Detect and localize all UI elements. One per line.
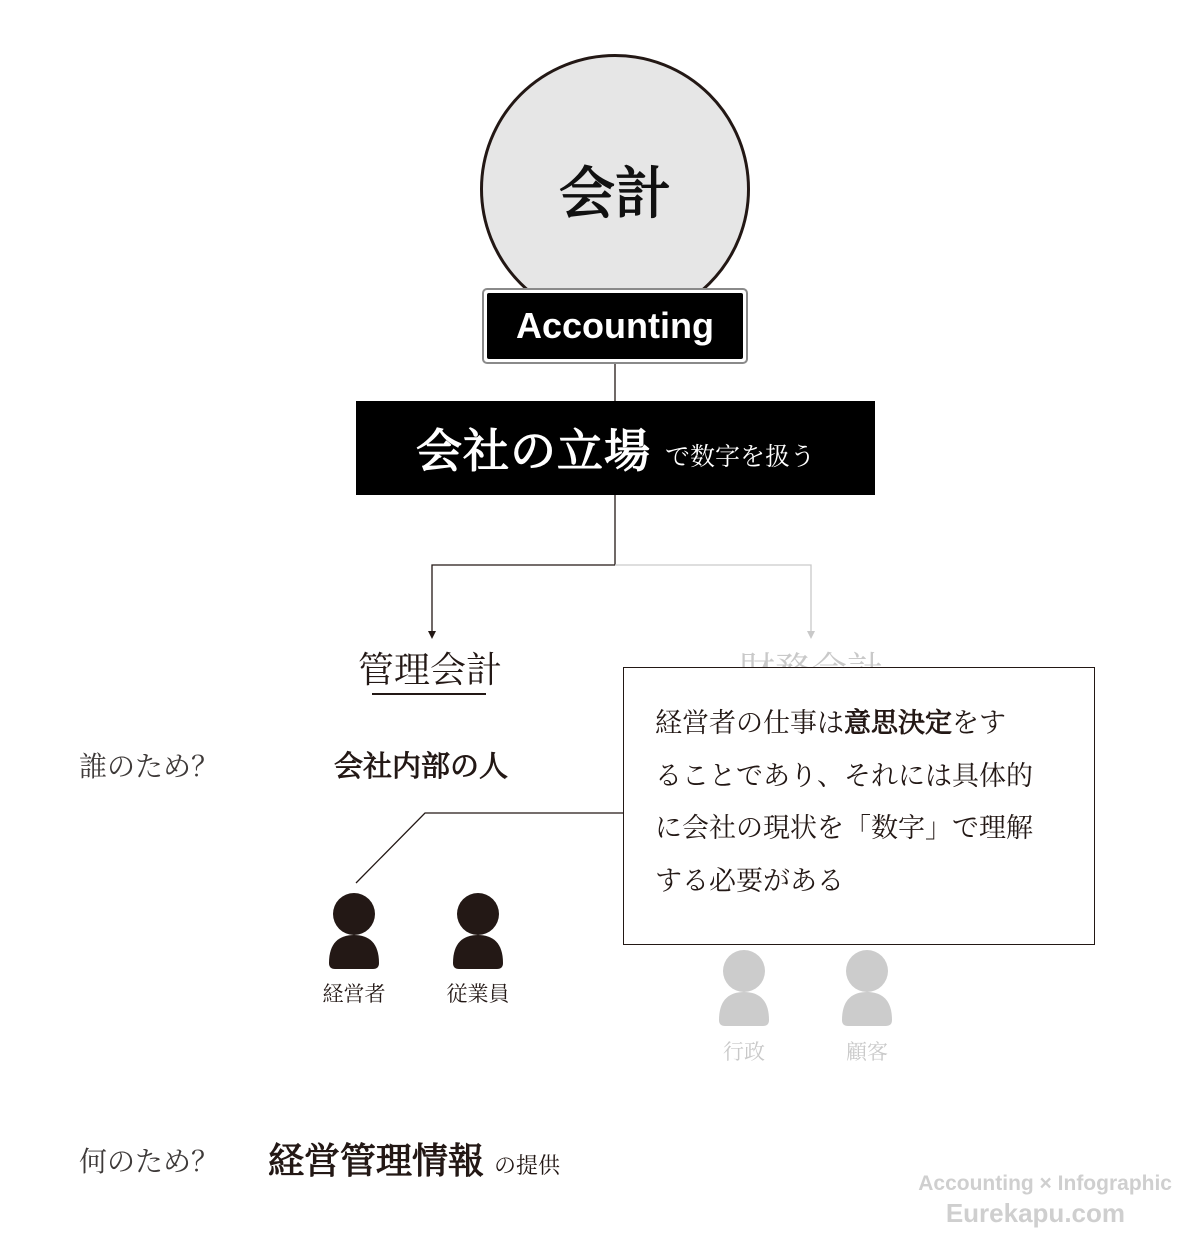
management-accounting-title: 管理会計 <box>357 650 502 691</box>
arrowhead-right <box>807 631 815 639</box>
stance-main-text: 会社の立場 <box>415 424 651 478</box>
accounting-english-label: Accounting <box>487 293 743 359</box>
purpose-question: 何のため？ <box>79 1145 220 1178</box>
customer-label: 顧客 <box>846 1040 888 1064</box>
connector-right-branch <box>615 565 811 632</box>
connector-left-branch <box>432 565 615 632</box>
employee-label: 従業員 <box>446 982 510 1006</box>
executive-label: 経営者 <box>322 982 386 1006</box>
callout-line-1: 経営者の仕事は意思決定をす <box>655 708 1006 739</box>
arrowhead-left <box>428 631 436 639</box>
who-answer: 会社内部の人 <box>334 749 509 783</box>
credit-line-1: Accounting × Infographic <box>918 1172 1172 1195</box>
executive-person-icon <box>329 893 379 969</box>
government-label: 行政 <box>723 1040 765 1064</box>
credit-line-2: Eurekapu.com <box>945 1198 1125 1228</box>
customer-person-icon <box>842 950 892 1026</box>
accounting-circle-label: 会計 <box>559 162 671 227</box>
employee-person-icon <box>453 893 503 969</box>
management-accounting-underline <box>372 693 486 695</box>
callout-pointer <box>356 813 623 883</box>
purpose-main-text: 経営管理情報 <box>268 1141 485 1182</box>
callout-emphasis: 意思決定 <box>844 708 952 739</box>
company-stance-banner <box>356 401 875 495</box>
callout-line-2: ることであり、それには具体的 <box>655 760 1033 792</box>
stance-sub-text: で数字を扱う <box>664 442 815 471</box>
government-person-icon <box>719 950 769 1026</box>
callout-line-4: する必要がある <box>655 865 844 897</box>
callout-line-3: に会社の現状を「数字」で理解 <box>655 813 1033 844</box>
purpose-sub-text: の提供 <box>494 1154 561 1179</box>
who-question: 誰のため？ <box>79 750 220 783</box>
purpose-answer <box>268 1133 560 1184</box>
executive-callout <box>623 667 1095 945</box>
